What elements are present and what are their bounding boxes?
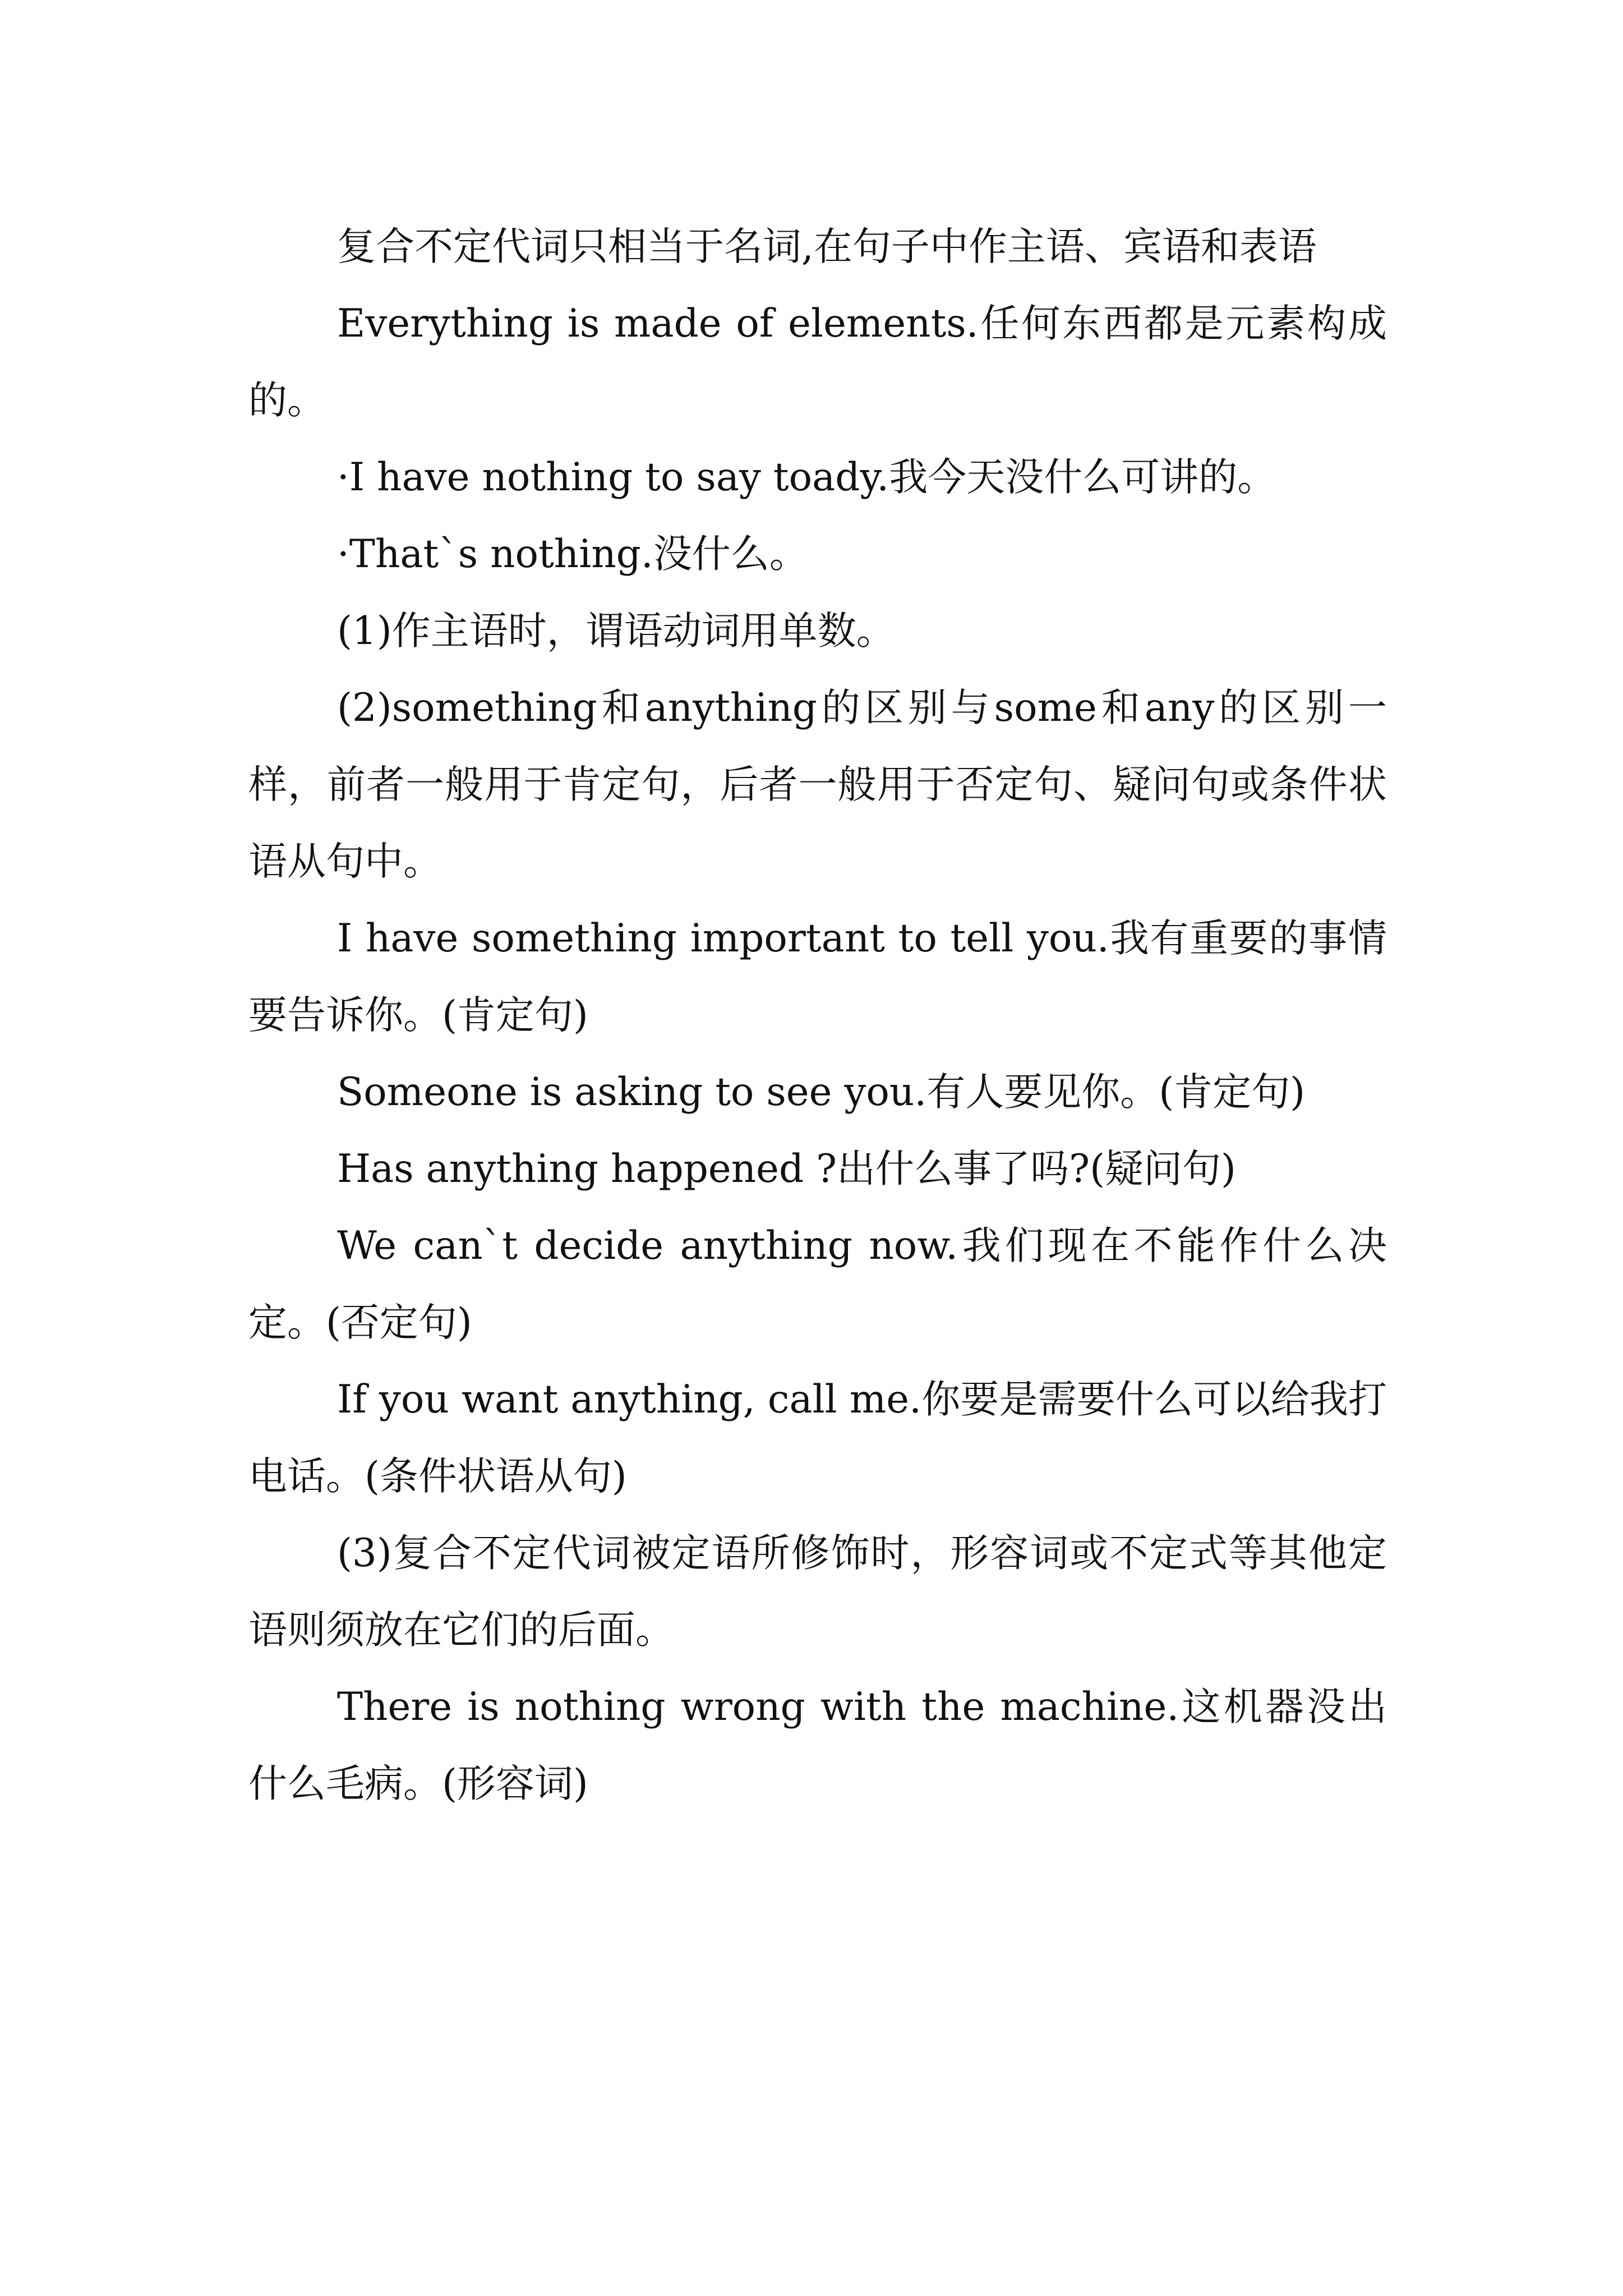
paragraph-compound-pronoun-intro: 复合不定代词只相当于名词,在句子中作主语、宾语和表语 (337, 224, 1317, 269)
document-body (248, 209, 1387, 1823)
paragraph-example-nothing-wrong: There is nothing wrong with the machine.这机器没出什么毛病。(形容词) (248, 1685, 1387, 1806)
paragraph-rule-3: (3)复合不定代词被定语所修饰时，形容词或不定式等其他定语则须放在它们的后面。 (248, 1531, 1387, 1653)
paragraph-example-if-you-want: If you want anything, call me.你要是需要什么可以给我打电话。(条件状语从句) (248, 1377, 1387, 1499)
paragraph-rule-1: (1)作主语时，谓语动词用单数。 (337, 609, 895, 654)
paragraph-example-everything: Everything is made of elements.任何东西都是元素构成的。 (248, 301, 1387, 423)
paragraph-example-anything-happened: Has anything happened ?出什么事了吗?(疑问句) (337, 1147, 1236, 1191)
paragraph-rule-2: (2)something和anything的区别与some和any的区别一样，前者一般用于肯定句，后者一般用于否定句、疑问句或条件状语从句中。 (248, 685, 1387, 884)
paragraph-example-cant-decide: We can`t decide anything now.我们现在不能作什么决定。(否定句) (248, 1223, 1387, 1345)
paragraph-example-something: I have something important to tell you.我有重要的事情要告诉你。(肯定句) (248, 916, 1387, 1038)
paragraph-example-nothing-to-say: ·I have nothing to say toady.我今天没什么可讲的。 (337, 455, 1276, 500)
paragraph-example-someone: Someone is asking to see you.有人要见你。(肯定句) (337, 1070, 1306, 1115)
paragraph-example-thats-nothing: ·That`s nothing.没什么。 (337, 532, 808, 577)
